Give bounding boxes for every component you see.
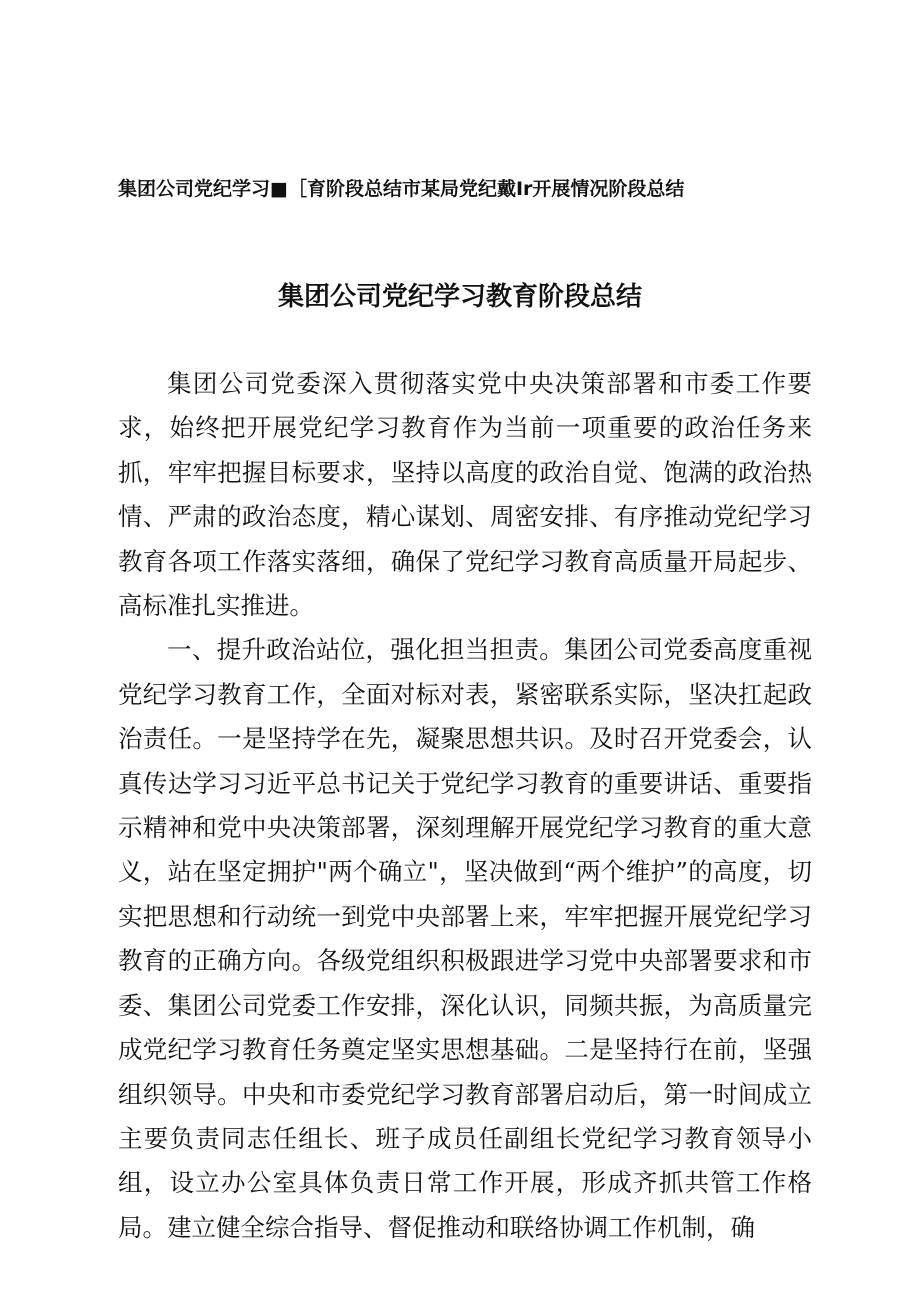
document-title: 集团公司党纪学习教育阶段总结 (277, 282, 642, 312)
document-header: 集团公司党纪学习■［育阶段总结市某局党纪戴Ir开展情况阶段总结 (118, 178, 685, 200)
document-body (118, 362, 812, 1250)
paragraph-section-one: 一、提升政治站位，强化担当担责。集团公司党委高度重视党纪学习教育工作，全面对标对表，紧密联系实际，坚决扛起政治责任。一是坚持学在先，凝聚思想共识。及时召开党委会，认真传达学习习近平总书记关于党纪学习教育的重要讲话、重要指示精神和党中央决策部署，深刻理解开展党纪学习教育的重大意义，站在坚定拥护"两个确立"，坚决做到“两个维护”的高度，切实把思想和行动统一到党中央部署上来，牢牢把握开展党纪学习教育的正确方向。各级党组织积极跟进学习党中央部署要求和市委、集团公司党委工作安排，深化认识，同频共振，为高质量完成党纪学习教育任务奠定坚实思想基础。二是坚持行在前，坚强组织领导。中央和市委党纪学习教育部署启动后，第一时间成立主要负责同志任组长、班子成员任副组长党纪学习教育领导小组，设立办公室具体负责日常工作开展，形成齐抓共管工作格局。建立健全综合指导、督促推动和联络协调工作机制，确 (118, 635, 812, 1242)
paragraph-intro: 集团公司党委深入贯彻落实党中央决策部署和市委工作要求，始终把开展党纪学习教育作为当前一项重要的政治任务来抓，牢牢把握目标要求，坚持以高度的政治自觉、饱满的政治热情、严肃的政治态度，精心谋划、周密安排、有序推动党纪学习教育各项工作落实落细，确保了党纪学习教育高质量开局起步、高标准扎实推进。 (118, 369, 812, 621)
